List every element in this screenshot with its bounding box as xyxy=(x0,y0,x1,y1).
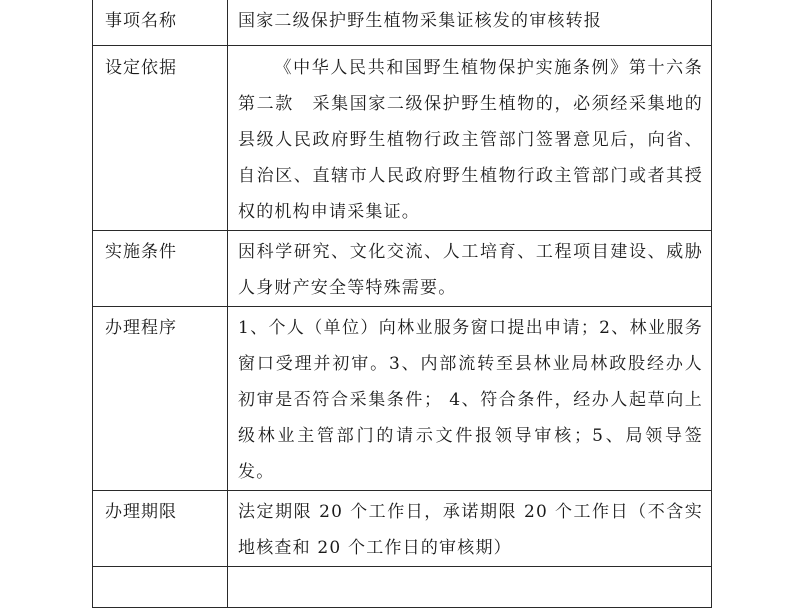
row-label: 办理程序 xyxy=(93,307,228,491)
row-value: 1、个人（单位）向林业服务窗口提出申请；2、林业服务窗口受理并初审。3、内部流转至县林业局林政股经办人初审是否符合采集条件； 4、符合条件，经办人起草向上级林业主管部门的请示文件报领导审核；5、局领导签发。 xyxy=(228,307,712,491)
table-row xyxy=(93,307,712,491)
table-row xyxy=(93,46,712,231)
row-label: 办理期限 xyxy=(93,491,228,567)
row-value-cut xyxy=(228,567,712,608)
row-value: 因科学研究、文化交流、人工培育、工程项目建设、威胁人身财产安全等特殊需要。 xyxy=(228,231,712,307)
table-row xyxy=(93,491,712,567)
table-row xyxy=(93,231,712,307)
row-value: 国家二级保护野生植物采集证核发的审核转报 xyxy=(228,0,712,46)
info-table xyxy=(92,0,712,608)
row-value: 《中华人民共和国野生植物保护实施条例》第十六条第二款 采集国家二级保护野生植物的，必须经采集地的县级人民政府野生植物行政主管部门签署意见后，向省、自治区、直辖市人民政府野生植物行政主管部门或者其授权的机构申请采集证。 xyxy=(238,58,703,222)
table-row xyxy=(93,0,712,46)
row-value: 法定期限 20 个工作日，承诺期限 20 个工作日（不含实地核查和 20 个工作日的审核期） xyxy=(228,491,712,567)
table-row xyxy=(93,567,712,608)
row-value-wrap xyxy=(228,46,712,231)
row-label: 设定依据 xyxy=(93,46,228,231)
row-label: 事项名称 xyxy=(93,0,228,46)
row-label-cut xyxy=(93,567,228,608)
row-label: 实施条件 xyxy=(93,231,228,307)
